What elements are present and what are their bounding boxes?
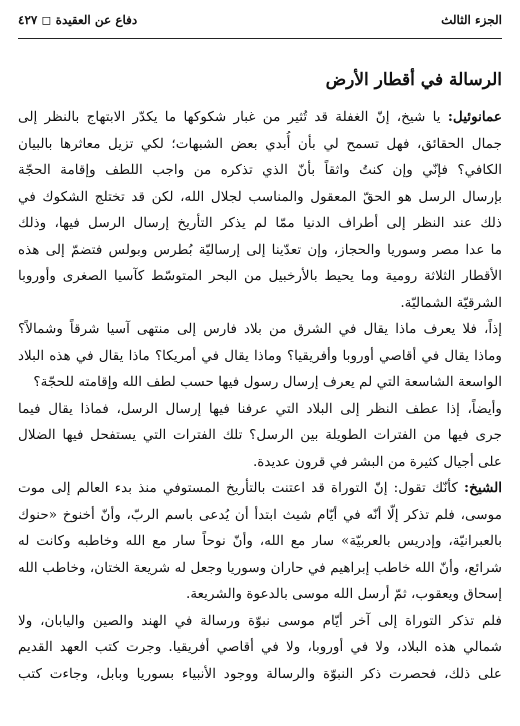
line-text: شرائع، وأنّ الله خاطب إبراهيم في حاران وسوريا وجعل له شريعة الختان، وخاطب الله bbox=[18, 559, 502, 576]
line-text: إذاً، فلا يعرف ماذا يقال في الشرق من بلاد فارس إلى منتهى آسيا شرقاً وشمالاً؟ bbox=[18, 321, 502, 337]
text-line bbox=[18, 502, 502, 529]
line-text: على ذلك، فحصرت ذكر النبوّة والرسالة ووجود الأنبياء بسوريا وبابل، وجاءت كتب bbox=[18, 665, 502, 682]
line-text: على أجيال كثيرة من البشر في قرون عديدة. bbox=[252, 453, 502, 470]
line-text: موسى، فلم تذكر إلّا أنّه في أيّام شيث ابتدأ أن يُدعى باسم الربّ، وأنّ أخنوخ «حنوك bbox=[18, 506, 502, 523]
text-line bbox=[18, 184, 502, 211]
line-text: الشرقيّة الشماليّة. bbox=[400, 294, 502, 311]
text-line bbox=[18, 290, 502, 317]
text-line bbox=[18, 634, 502, 661]
text-line bbox=[18, 210, 502, 237]
line-text: ذلك عند النظر إلى أطراف الدنيا ممّا لم يذكر التأريخ إرسال الرسل فيها، وذلك bbox=[18, 215, 502, 231]
speaker-label: عمانوئيل: bbox=[447, 109, 502, 125]
text-line bbox=[18, 608, 502, 635]
text-line bbox=[18, 449, 502, 476]
line-text: الأقطار الثلاثة رومية وما يحيط بالأرخبيل من البحر المتوسّط كآسيا الصغرى وأوروبا bbox=[18, 268, 502, 284]
text-line bbox=[18, 343, 502, 370]
text-line bbox=[18, 263, 502, 290]
text-line bbox=[18, 475, 502, 502]
line-text: بالعبرانيّة، وإدريس بالعربيّة» سار مع الله، وأنّ نوحاً سار مع الله وخاطبه وكانت له bbox=[18, 533, 502, 549]
text-line bbox=[18, 369, 502, 396]
line-text: يا شيخ، إنّ الغفلة قد تُثير من غبار شكوكها ما يكدّر الابتهاج بالنظر إلى bbox=[18, 109, 448, 125]
section-title: الرسالة في أقطار الأرض bbox=[325, 70, 502, 90]
line-text: وأيضاً، إذا عطف النظر إلى البلاد التي عرفنا فيها إرسال الرسل، فماذا يقال فيما bbox=[18, 400, 502, 417]
text-line bbox=[18, 157, 502, 184]
speaker-label: الشيخ: bbox=[464, 480, 502, 496]
line-text: إسحاق ويعقوب، ثمّ أرسل الله موسى بالدعوة والشريعة. bbox=[186, 586, 502, 602]
line-text: وماذا يقال في أقاصي أوروبا وأفريقيا؟ وماذا يقال في أمريكا؟ ماذا يقال في هذه البلاد bbox=[18, 347, 502, 364]
line-text: جمال الحقائق، فهل تسمح لي بأن أُبدي بعض الشبهات؛ لكي تزيل معاثرها بالبيان bbox=[18, 135, 502, 152]
text-line bbox=[18, 396, 502, 423]
text-line bbox=[18, 661, 502, 688]
text-line bbox=[18, 104, 502, 131]
line-text: ما عدا مصر وسوريا والحجاز، وإن تعدّينا إلى إرساليّة بُطرس وبولس فتضمّ إلى هذه bbox=[18, 241, 502, 258]
text-line bbox=[18, 555, 502, 582]
line-text: فلم تذكر التوراة إلى آخر أيّام موسى نبوّة ورسالة في الهند والصين واليابان، ولا bbox=[18, 612, 502, 629]
running-header-page-info: دفاع عن العقيدة ◻ ٤٢٧ bbox=[18, 13, 138, 27]
text-line bbox=[18, 528, 502, 555]
line-text: جرى فيها من الفترات الطويلة بين الرسل؟ تلك الفترات التي يستفحل فيها الضلال bbox=[18, 427, 502, 443]
text-line bbox=[18, 237, 502, 264]
text-line bbox=[18, 581, 502, 608]
line-text: كأنّك تقول: إنّ التوراة قد اعتنت بالتأريخ المستوفي منذ بدء العالم إلى موت bbox=[18, 480, 465, 496]
text-line bbox=[18, 422, 502, 449]
running-header-part: الجزء الثالث bbox=[441, 13, 502, 27]
text-line bbox=[18, 316, 502, 343]
line-text: بإرسال الرسل هو الحقّ المعقول والمناسب لجلال الله، لكن قد تختلج الشكوك في bbox=[18, 188, 502, 205]
line-text: الكافي؟ فإنّي وإن كنتُ واثقاً بأنّ الذي تذكره من واجب اللطف وإقامة الحجّة bbox=[18, 162, 502, 178]
header-rule bbox=[18, 38, 502, 39]
body-text bbox=[18, 104, 502, 687]
line-text: الواسعة الشاسعة التي لم يعرف إرسال رسول فيها حسب لطف الله وإقامته للحجّة؟ bbox=[33, 374, 502, 390]
line-text: شمالي هذه البلاد، ولا في أوروبا، ولا في أقاصي أفريقيا. وجرت كتب العهد القديم bbox=[18, 639, 502, 655]
text-line bbox=[18, 131, 502, 158]
